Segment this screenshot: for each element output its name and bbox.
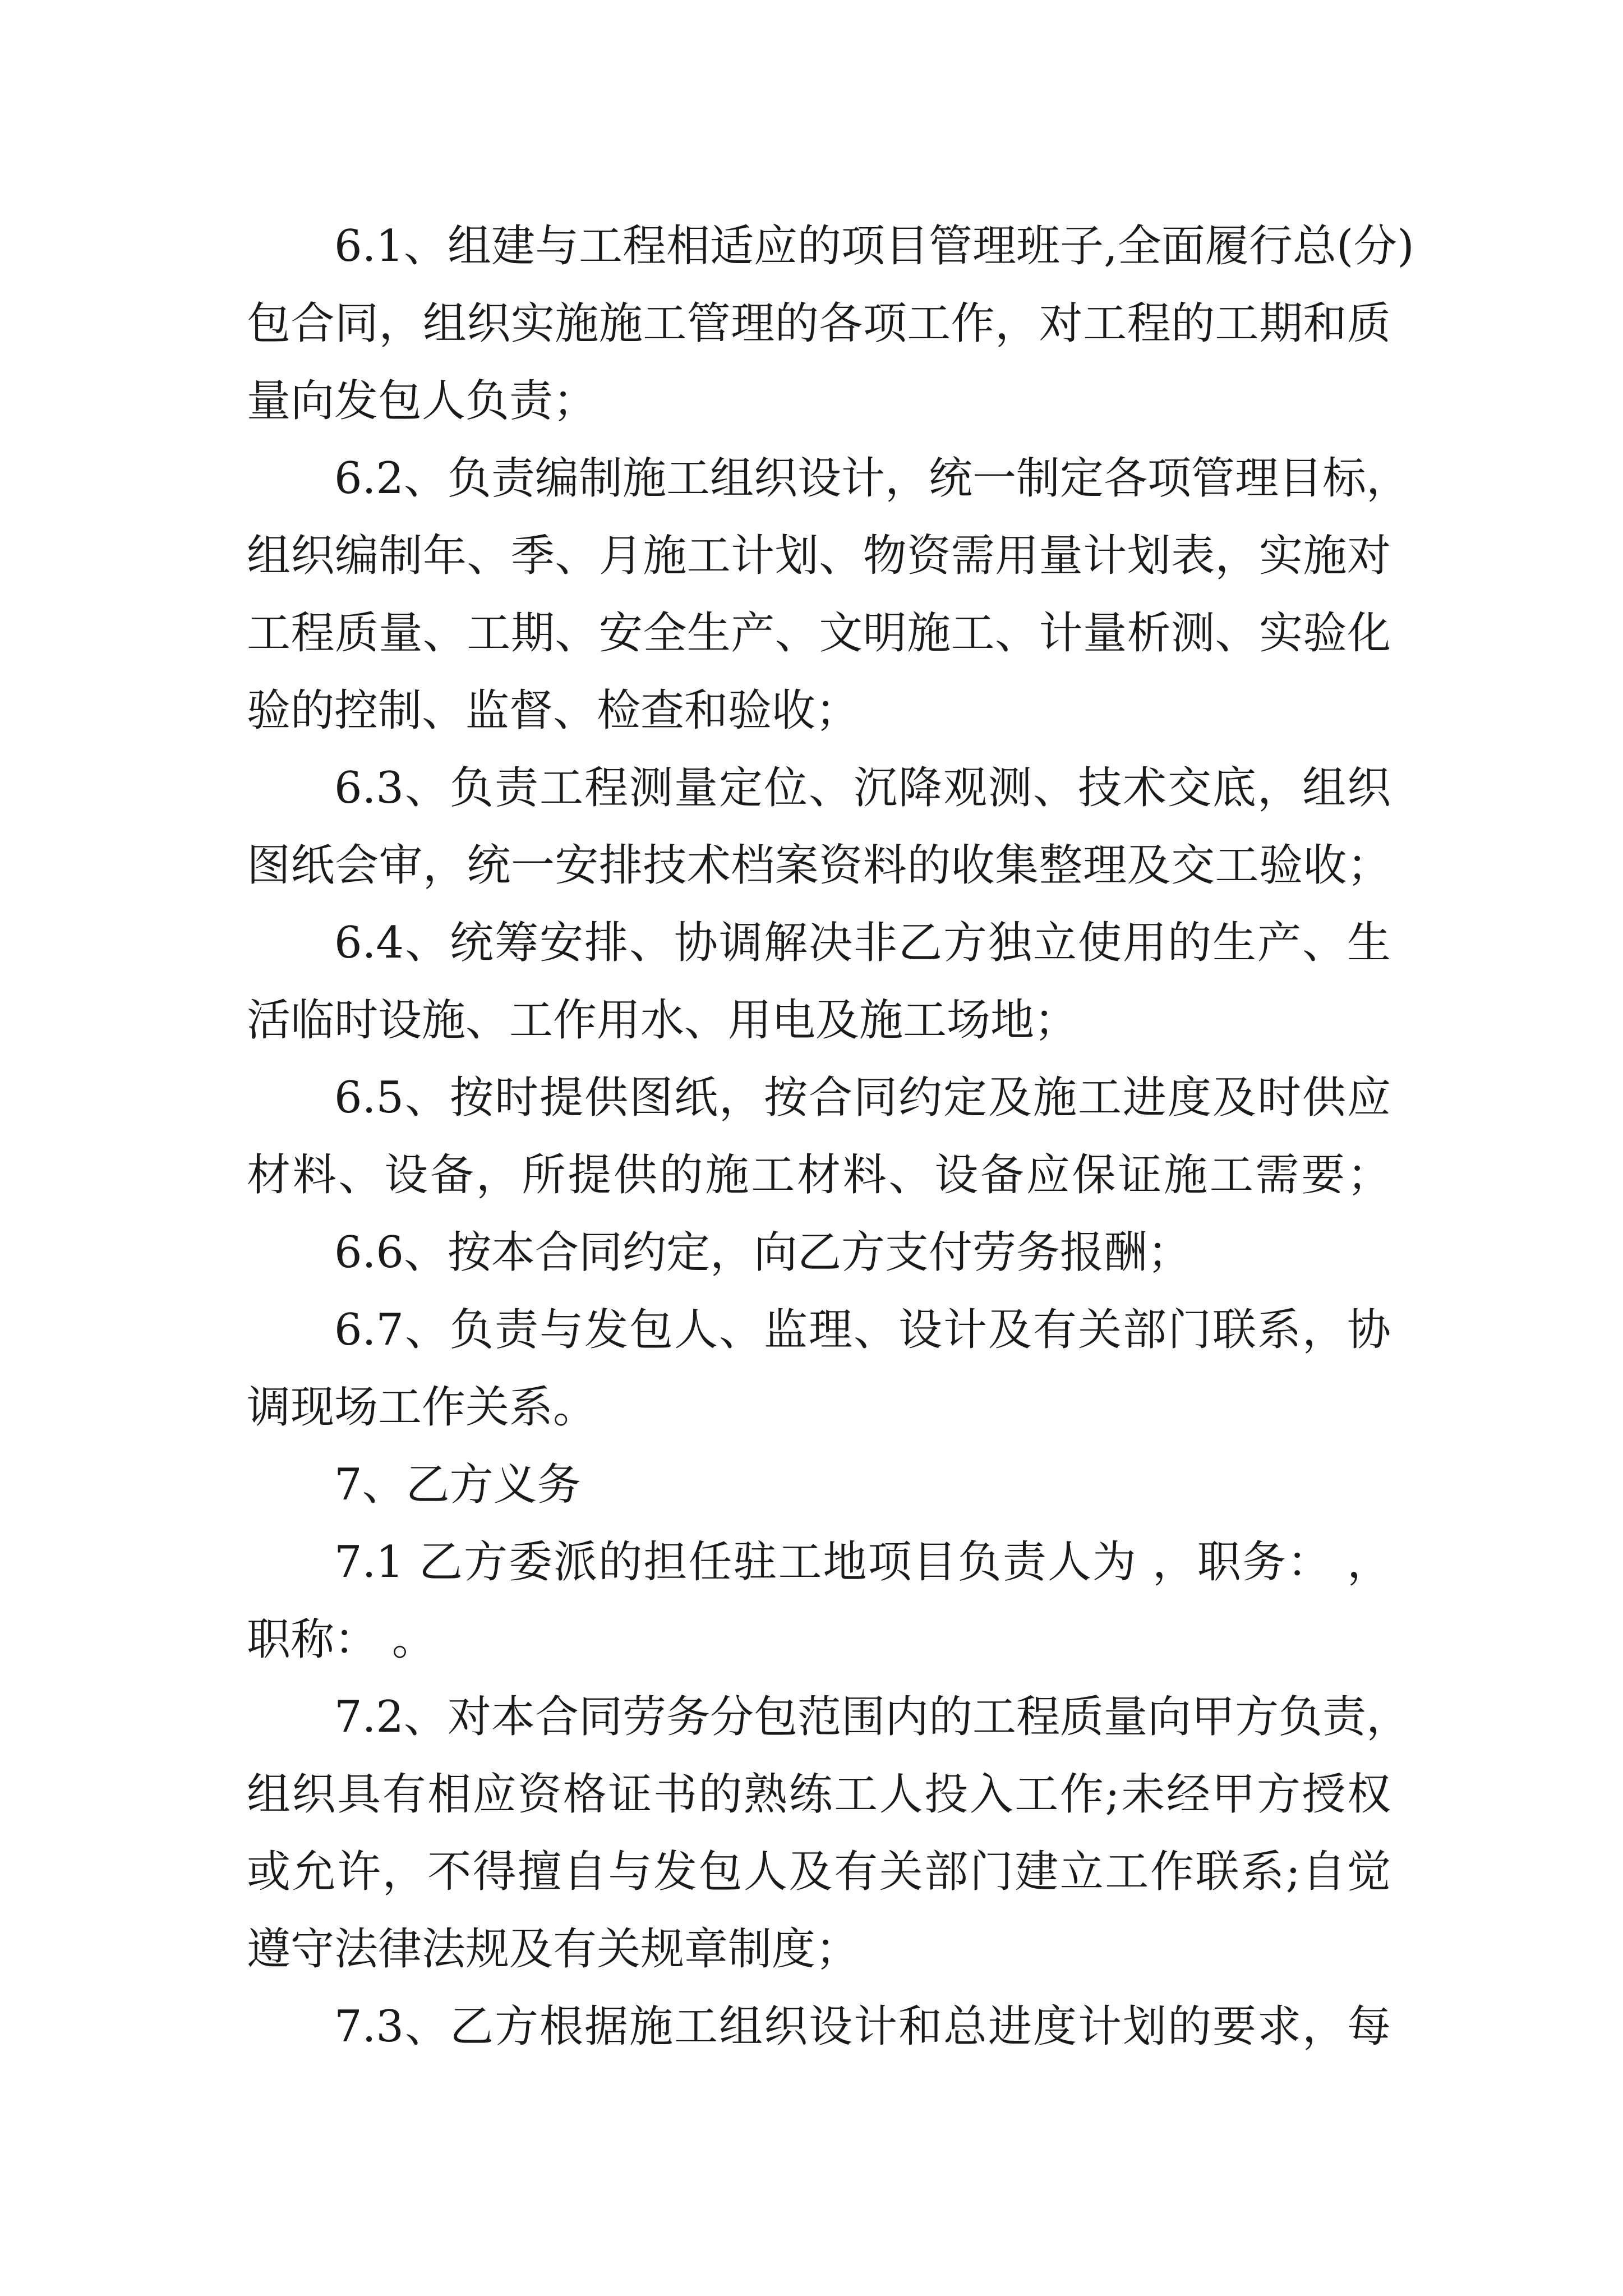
paragraph-line: 6.5、按时提供图纸，按合同约定及施工进度及时供应 bbox=[334, 1073, 1391, 1123]
paragraph-line: 7.3、乙方根据施工组织设计和总进度计划的要求，每 bbox=[334, 2001, 1391, 2052]
paragraph-line: 组织具有相应资格证书的熟练工人投入工作;未经甲方授权 bbox=[247, 1769, 1391, 1820]
paragraph-line: 活临时设施、工作用水、用电及施工场地； bbox=[247, 995, 1078, 1046]
paragraph-line: 职称： 。 bbox=[247, 1614, 436, 1665]
paragraph-line: 量向发包人负责； bbox=[247, 376, 597, 426]
paragraph-line: 6.3、负责工程测量定位、沉降观测、技术交底，组织 bbox=[334, 763, 1391, 813]
paragraph-line: 包合同，组织实施施工管理的各项工作，对工程的工期和质 bbox=[247, 298, 1391, 349]
paragraph-line: 或允许，不得擅自与发包人及有关部门建立工作联系;自觉 bbox=[247, 1847, 1391, 1897]
body-text bbox=[247, 208, 1414, 2065]
paragraph-line: 6.6、按本合同约定，向乙方支付劳务报酬； bbox=[334, 1227, 1192, 1278]
paragraph-line: 6.4、统筹安排、协调解决非乙方独立使用的生产、生 bbox=[334, 918, 1391, 968]
paragraph-line: 材料、设备，所提供的施工材料、设备应保证施工需要； bbox=[247, 1150, 1391, 1200]
paragraph-line: 图纸会审，统一安排技术档案资料的收集整理及交工验收； bbox=[247, 840, 1391, 891]
paragraph-line: 7.1 乙方委派的担任驻工地项目负责人为 ，职务： ， bbox=[334, 1537, 1391, 1588]
paragraph-line: 7.2、对本合同劳务分包范围内的工程质量向甲方负责， bbox=[334, 1692, 1410, 1742]
paragraph-line: 6.1、组建与工程相适应的项目管理班子,全面履行总(分) bbox=[334, 221, 1414, 272]
paragraph-line: 6.7、负责与发包人、监理、设计及有关部门联系，协 bbox=[334, 1305, 1391, 1355]
paragraph-line: 遵守法律法规及有关规章制度； bbox=[247, 1924, 860, 1975]
paragraph-line: 组织编制年、季、月施工计划、物资需用量计划表，实施对 bbox=[247, 531, 1391, 581]
paragraph-line: 工程质量、工期、安全生产、文明施工、计量析测、实验化 bbox=[247, 608, 1391, 659]
paragraph-line: 调现场工作关系。 bbox=[247, 1382, 597, 1433]
section-heading: 7、乙方义务 bbox=[334, 1460, 581, 1510]
paragraph-line: 6.2、负责编制施工组织设计，统一制定各项管理目标， bbox=[334, 453, 1410, 504]
paragraph-line: 验的控制、监督、检查和验收； bbox=[247, 685, 860, 736]
